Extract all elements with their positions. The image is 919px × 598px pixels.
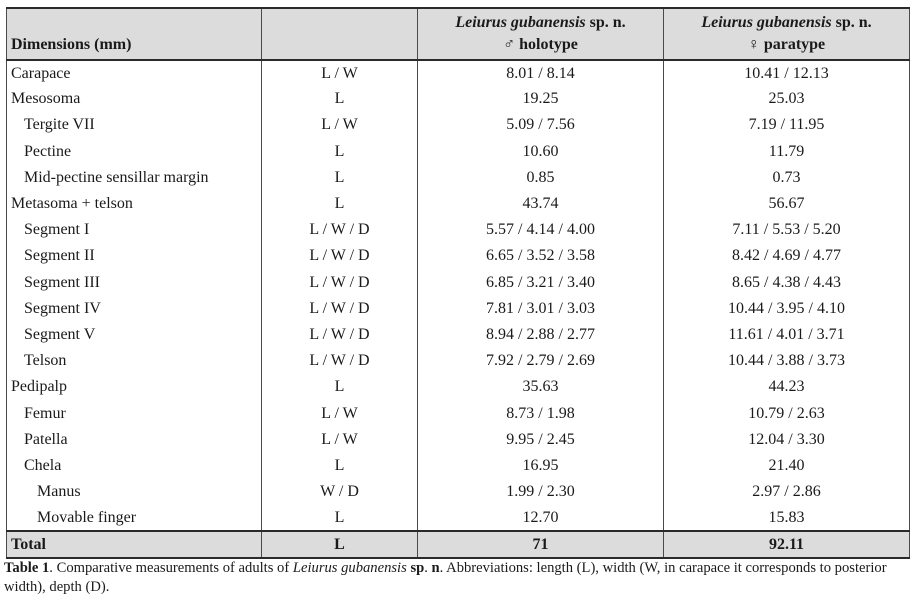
row-name: Manus bbox=[7, 479, 262, 505]
row-paratype-value: 10.41 / 12.13 bbox=[664, 60, 910, 86]
header-holotype-species: Leiurus gubanensis bbox=[455, 14, 586, 31]
row-name: Tergite VII bbox=[7, 112, 262, 138]
header-paratype-type: ♀ paratype bbox=[747, 36, 826, 53]
row-dims: L / W bbox=[262, 427, 418, 453]
row-name: Chela bbox=[7, 453, 262, 479]
row-paratype-value: 10.79 / 2.63 bbox=[664, 400, 910, 426]
row-dims: L / W / D bbox=[262, 296, 418, 322]
table-row bbox=[7, 270, 910, 296]
table-header-row bbox=[7, 8, 910, 60]
row-paratype-value: 11.61 / 4.01 / 3.71 bbox=[664, 322, 910, 348]
row-holotype-value: 6.85 / 3.21 / 3.40 bbox=[418, 270, 664, 296]
row-dims: L bbox=[262, 374, 418, 400]
row-holotype-value: 16.95 bbox=[418, 453, 664, 479]
row-paratype-value: 15.83 bbox=[664, 505, 910, 531]
row-holotype-value: 5.09 / 7.56 bbox=[418, 112, 664, 138]
row-holotype-value: 43.74 bbox=[418, 191, 664, 217]
table-row bbox=[7, 112, 910, 138]
table-row bbox=[7, 60, 910, 86]
table-row bbox=[7, 505, 910, 531]
row-paratype-value: 21.40 bbox=[664, 453, 910, 479]
header-paratype bbox=[664, 8, 910, 60]
row-paratype-value: 7.19 / 11.95 bbox=[664, 112, 910, 138]
row-name: Femur bbox=[7, 400, 262, 426]
row-paratype-value: 8.42 / 4.69 / 4.77 bbox=[664, 243, 910, 269]
row-dims: L / W / D bbox=[262, 243, 418, 269]
row-paratype-value: 11.79 bbox=[664, 139, 910, 165]
row-dims: L / W bbox=[262, 112, 418, 138]
header-holotype-type: ♂ holotype bbox=[503, 36, 578, 53]
row-paratype-value: 44.23 bbox=[664, 374, 910, 400]
row-holotype-value: 9.95 / 2.45 bbox=[418, 427, 664, 453]
table-row bbox=[7, 479, 910, 505]
table-row bbox=[7, 243, 910, 269]
row-name: Pedipalp bbox=[7, 374, 262, 400]
row-dims: L bbox=[262, 165, 418, 191]
header-holotype-sp: sp. n. bbox=[589, 14, 626, 31]
row-dims: L bbox=[262, 191, 418, 217]
row-name: Movable finger bbox=[7, 505, 262, 531]
row-holotype-value: 8.94 / 2.88 / 2.77 bbox=[418, 322, 664, 348]
row-paratype-value: 56.67 bbox=[664, 191, 910, 217]
row-dims: L bbox=[262, 453, 418, 479]
row-dims: L / W bbox=[262, 400, 418, 426]
row-dims: L bbox=[262, 86, 418, 112]
row-name: Carapace bbox=[7, 60, 262, 86]
row-holotype-value: 8.01 / 8.14 bbox=[418, 60, 664, 86]
row-holotype-value: 7.81 / 3.01 / 3.03 bbox=[418, 296, 664, 322]
row-paratype-value: 10.44 / 3.88 / 3.73 bbox=[664, 348, 910, 374]
total-label: Total bbox=[7, 531, 262, 558]
row-paratype-value: 7.11 / 5.53 / 5.20 bbox=[664, 217, 910, 243]
row-holotype-value: 19.25 bbox=[418, 86, 664, 112]
row-name: Segment V bbox=[7, 322, 262, 348]
row-name: Telson bbox=[7, 348, 262, 374]
row-holotype-value: 10.60 bbox=[418, 139, 664, 165]
caption-sp: sp bbox=[410, 560, 425, 576]
row-paratype-value: 25.03 bbox=[664, 86, 910, 112]
row-holotype-value: 6.65 / 3.52 / 3.58 bbox=[418, 243, 664, 269]
table-row bbox=[7, 191, 910, 217]
total-dims: L bbox=[262, 531, 418, 558]
caption-text-after: . Abbreviations: length (L), width (W, in carapace it corresponds to posterior width), depth (D). bbox=[4, 560, 887, 595]
total-row bbox=[7, 531, 910, 558]
row-holotype-value: 1.99 / 2.30 bbox=[418, 479, 664, 505]
table-body bbox=[7, 60, 910, 558]
row-paratype-value: 10.44 / 3.95 / 4.10 bbox=[664, 296, 910, 322]
row-name: Mesosoma bbox=[7, 86, 262, 112]
row-holotype-value: 0.85 bbox=[418, 165, 664, 191]
row-holotype-value: 12.70 bbox=[418, 505, 664, 531]
row-holotype-value: 7.92 / 2.79 / 2.69 bbox=[418, 348, 664, 374]
caption-text-before: . Comparative measurements of adults of bbox=[49, 560, 293, 576]
row-dims: L / W bbox=[262, 60, 418, 86]
row-name: Segment IV bbox=[7, 296, 262, 322]
table-row bbox=[7, 296, 910, 322]
table-row bbox=[7, 139, 910, 165]
row-dims: W / D bbox=[262, 479, 418, 505]
header-dims-type bbox=[262, 8, 418, 60]
row-name: Segment III bbox=[7, 270, 262, 296]
row-holotype-value: 5.57 / 4.14 / 4.00 bbox=[418, 217, 664, 243]
table-row bbox=[7, 165, 910, 191]
row-dims: L / W / D bbox=[262, 322, 418, 348]
row-dims: L bbox=[262, 505, 418, 531]
header-dimensions: Dimensions (mm) bbox=[7, 8, 262, 60]
table-row bbox=[7, 86, 910, 112]
table-row bbox=[7, 348, 910, 374]
table-row bbox=[7, 427, 910, 453]
table-row bbox=[7, 322, 910, 348]
measurements-table bbox=[6, 7, 910, 559]
row-paratype-value: 8.65 / 4.38 / 4.43 bbox=[664, 270, 910, 296]
row-paratype-value: 2.97 / 2.86 bbox=[664, 479, 910, 505]
table-row bbox=[7, 217, 910, 243]
caption-n: n bbox=[431, 560, 440, 576]
caption-label: Table 1 bbox=[4, 560, 50, 576]
row-paratype-value: 12.04 / 3.30 bbox=[664, 427, 910, 453]
table-row bbox=[7, 374, 910, 400]
header-holotype bbox=[418, 8, 664, 60]
header-paratype-sp: sp. n. bbox=[835, 14, 872, 31]
row-holotype-value: 8.73 / 1.98 bbox=[418, 400, 664, 426]
table-row bbox=[7, 400, 910, 426]
row-name: Metasoma + telson bbox=[7, 191, 262, 217]
row-dims: L / W / D bbox=[262, 217, 418, 243]
table-row bbox=[7, 453, 910, 479]
row-name: Segment I bbox=[7, 217, 262, 243]
row-dims: L / W / D bbox=[262, 348, 418, 374]
measurements-table-container bbox=[6, 7, 909, 559]
row-name: Segment II bbox=[7, 243, 262, 269]
caption-species: Leiurus gubanensis bbox=[292, 560, 407, 576]
row-name: Mid-pectine sensillar margin bbox=[7, 165, 262, 191]
row-name: Patella bbox=[7, 427, 262, 453]
total-holotype: 71 bbox=[418, 531, 664, 558]
row-paratype-value: 0.73 bbox=[664, 165, 910, 191]
row-dims: L / W / D bbox=[262, 270, 418, 296]
total-paratype: 92.11 bbox=[664, 531, 910, 558]
row-dims: L bbox=[262, 139, 418, 165]
row-name: Pectine bbox=[7, 139, 262, 165]
row-holotype-value: 35.63 bbox=[418, 374, 664, 400]
table-caption: Table 1. Comparative measurements of adults of Leiurus gubanensis sp. n. Abbreviations: length (L), width (W, in carapace it corresponds to posterior width), depth (D). bbox=[4, 560, 887, 595]
header-paratype-species: Leiurus gubanensis bbox=[701, 14, 832, 31]
